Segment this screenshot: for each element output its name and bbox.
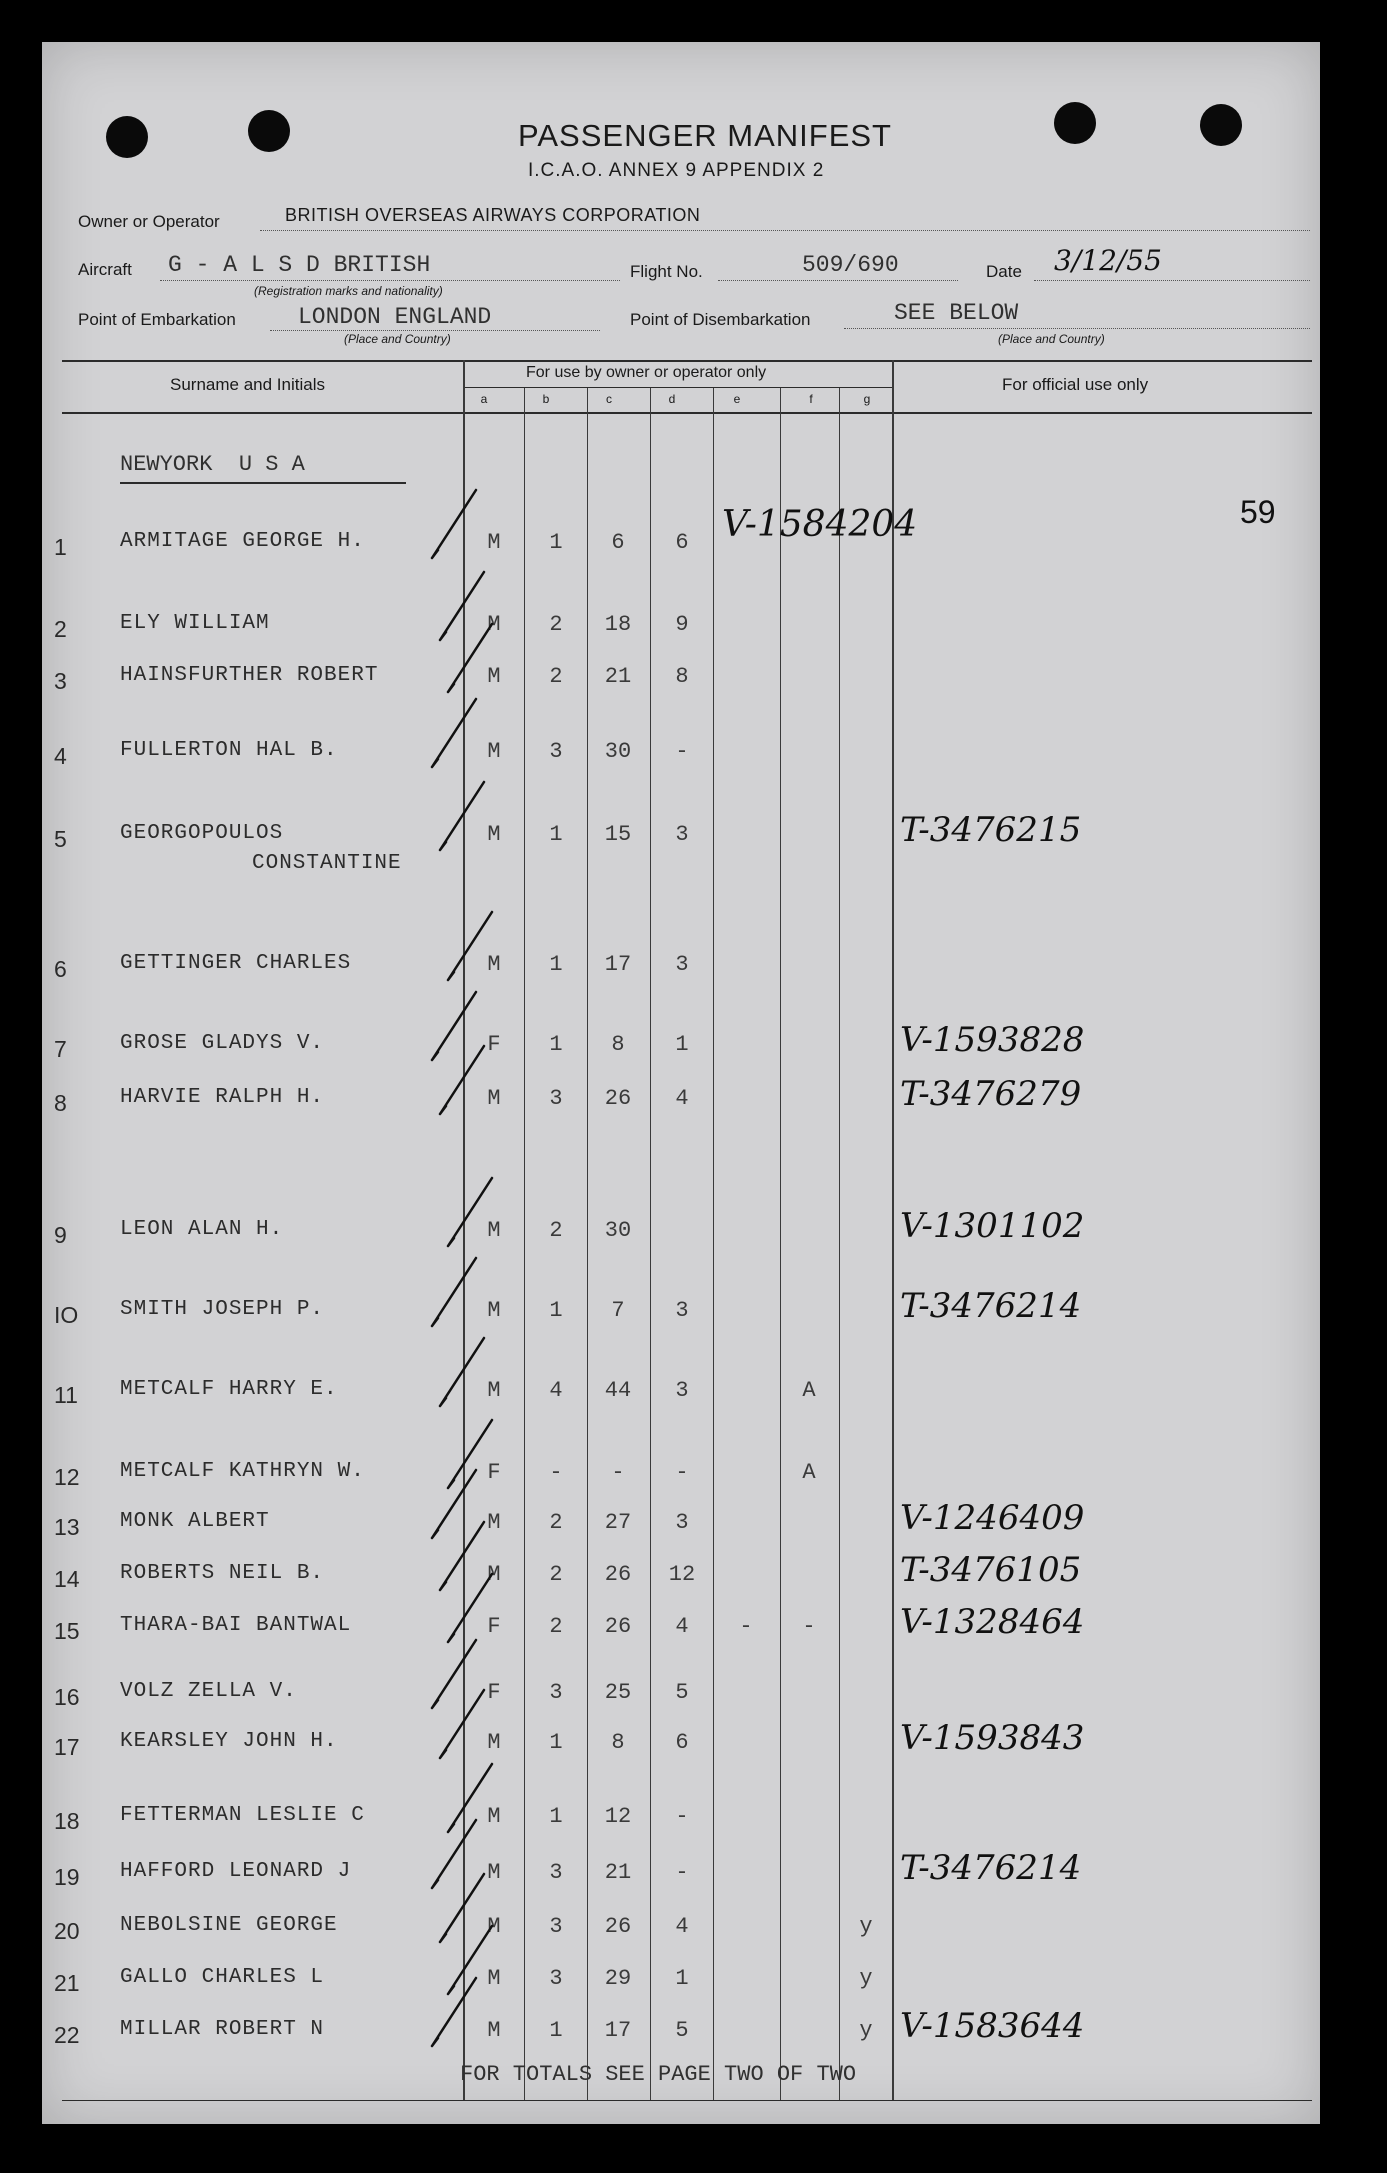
cell-a: M bbox=[487, 1218, 501, 1243]
official-entry: V-1583644 bbox=[900, 2006, 1085, 2046]
row-number: 11 bbox=[54, 1382, 78, 1408]
cell-a: F bbox=[487, 1614, 501, 1639]
cell-a: M bbox=[487, 1298, 501, 1323]
cell-d: 5 bbox=[675, 2018, 689, 2043]
official-entry: T-3476279 bbox=[900, 1074, 1082, 1114]
row-number: 13 bbox=[54, 1514, 80, 1540]
cell-c: 30 bbox=[604, 739, 632, 764]
row-number: 5 bbox=[54, 826, 67, 852]
cell-d: 4 bbox=[675, 1086, 689, 1111]
cell-d: 4 bbox=[675, 1614, 689, 1639]
cell-b: - bbox=[549, 1460, 563, 1485]
row1-official-annotation: V-1584204 bbox=[722, 504, 918, 545]
check-mark bbox=[448, 1764, 492, 1832]
cell-b: 3 bbox=[549, 1086, 563, 1111]
cell-d: 3 bbox=[675, 1510, 689, 1535]
destination-heading: NEWYORK U S A bbox=[120, 452, 305, 477]
row-number: 1 bbox=[54, 534, 67, 560]
cell-d: - bbox=[675, 1804, 689, 1829]
place-note-left: (Place and Country) bbox=[344, 332, 451, 346]
cell-g: y bbox=[859, 1914, 873, 1939]
row-number: 2 bbox=[54, 616, 67, 642]
cell-c: 25 bbox=[604, 1680, 632, 1705]
cell-d: - bbox=[675, 1860, 689, 1885]
passenger-name: METCALF HARRY E. bbox=[120, 1378, 338, 1401]
row-number: 22 bbox=[54, 2022, 80, 2048]
col-g: g bbox=[863, 392, 871, 406]
row-number: 18 bbox=[54, 1808, 80, 1834]
cell-a: M bbox=[487, 1086, 501, 1111]
cell-a: M bbox=[487, 1966, 501, 1991]
cell-c: 12 bbox=[604, 1804, 632, 1829]
col-a: a bbox=[480, 392, 488, 406]
flight-label: Flight No. bbox=[630, 262, 703, 281]
cell-c: 17 bbox=[604, 952, 632, 977]
cell-c: 21 bbox=[604, 1860, 632, 1885]
date-label: Date bbox=[986, 262, 1022, 281]
cell-b: 1 bbox=[549, 530, 563, 555]
row-number: 3 bbox=[54, 668, 67, 694]
aircraft-value: G - A L S D BRITISH bbox=[168, 252, 431, 278]
cell-a: F bbox=[487, 1032, 501, 1057]
cell-c: 8 bbox=[611, 1730, 625, 1755]
cell-c: 26 bbox=[604, 1614, 632, 1639]
cell-d: - bbox=[675, 1460, 689, 1485]
check-mark bbox=[440, 1874, 484, 1942]
official-entry: T-3476215 bbox=[900, 810, 1082, 850]
cell-a: M bbox=[487, 822, 501, 847]
cell-b: 1 bbox=[549, 2018, 563, 2043]
row-number: 14 bbox=[54, 1566, 80, 1592]
cell-a: M bbox=[487, 1914, 501, 1939]
cell-d: 12 bbox=[668, 1562, 696, 1587]
col-header-surname: Surname and Initials bbox=[170, 375, 325, 394]
passenger-name: NEBOLSINE GEORGE bbox=[120, 1914, 338, 1937]
place-note-right: (Place and Country) bbox=[998, 332, 1105, 346]
row-number: 16 bbox=[54, 1684, 80, 1710]
aircraft-label: Aircraft bbox=[78, 260, 132, 279]
cell-b: 3 bbox=[549, 1860, 563, 1885]
cell-c: 7 bbox=[611, 1298, 625, 1323]
official-entry: V-1301102 bbox=[900, 1206, 1085, 1246]
cell-c: 44 bbox=[604, 1378, 632, 1403]
passenger-name: MONK ALBERT bbox=[120, 1510, 270, 1533]
cell-e: - bbox=[739, 1614, 753, 1639]
passenger-name: MILLAR ROBERT N bbox=[120, 2018, 325, 2041]
passenger-name: HAFFORD LEONARD J bbox=[120, 1860, 352, 1883]
passenger-name: ELY WILLIAM bbox=[120, 612, 270, 635]
cell-f: A bbox=[802, 1460, 816, 1485]
cell-d: 8 bbox=[675, 664, 689, 689]
check-mark bbox=[448, 912, 492, 980]
cell-c: 8 bbox=[611, 1032, 625, 1057]
cell-b: 1 bbox=[549, 1804, 563, 1829]
cell-a: M bbox=[487, 739, 501, 764]
passenger-name: VOLZ ZELLA V. bbox=[120, 1680, 297, 1703]
passenger-name: GEORGOPOULOS bbox=[120, 822, 284, 845]
passenger-name-line2: CONSTANTINE bbox=[252, 852, 402, 875]
row-number: IO bbox=[54, 1302, 79, 1328]
passenger-name: ARMITAGE GEORGE H. bbox=[120, 530, 365, 553]
passenger-name: GROSE GLADYS V. bbox=[120, 1032, 325, 1055]
cell-d: 4 bbox=[675, 1914, 689, 1939]
tick-marks bbox=[42, 42, 1320, 2124]
check-mark bbox=[432, 1978, 476, 2046]
cell-b: 2 bbox=[549, 664, 563, 689]
check-mark bbox=[432, 992, 476, 1060]
official-entry: T-3476214 bbox=[900, 1286, 1082, 1326]
cell-c: 18 bbox=[604, 612, 632, 637]
cell-f: - bbox=[802, 1614, 816, 1639]
row-number: 17 bbox=[54, 1734, 80, 1760]
cell-d: 1 bbox=[675, 1032, 689, 1057]
cell-b: 2 bbox=[549, 1510, 563, 1535]
cell-d: 3 bbox=[675, 1298, 689, 1323]
check-mark bbox=[432, 699, 476, 767]
row-number: 8 bbox=[54, 1090, 67, 1116]
check-mark bbox=[432, 1820, 476, 1888]
cell-b: 1 bbox=[549, 822, 563, 847]
check-mark bbox=[432, 490, 476, 558]
check-mark bbox=[440, 1338, 484, 1406]
cell-d: 3 bbox=[675, 1378, 689, 1403]
row-number: 4 bbox=[54, 743, 67, 769]
manifest-document bbox=[42, 42, 1320, 2124]
col-c: c bbox=[606, 392, 612, 406]
cell-b: 3 bbox=[549, 1966, 563, 1991]
registration-note: (Registration marks and nationality) bbox=[254, 284, 443, 298]
cell-c: 21 bbox=[604, 664, 632, 689]
footer-totals-note: FOR TOTALS SEE PAGE TWO OF TWO bbox=[460, 2062, 857, 2087]
col-b: b bbox=[542, 392, 550, 406]
check-mark bbox=[448, 1926, 492, 1994]
cell-f: A bbox=[802, 1378, 816, 1403]
passenger-name: LEON ALAN H. bbox=[120, 1218, 284, 1241]
official-entry: V-1593828 bbox=[900, 1020, 1085, 1060]
cell-b: 3 bbox=[549, 739, 563, 764]
passenger-name: KEARSLEY JOHN H. bbox=[120, 1730, 338, 1753]
cell-a: M bbox=[487, 1562, 501, 1587]
check-mark bbox=[440, 1522, 484, 1590]
disembarkation-value: SEE BELOW bbox=[894, 300, 1019, 326]
cell-d: 6 bbox=[675, 530, 689, 555]
embarkation-label: Point of Embarkation bbox=[78, 310, 236, 329]
row-number: 20 bbox=[54, 1918, 80, 1944]
cell-b: 2 bbox=[549, 1218, 563, 1243]
official-entry: T-3476105 bbox=[900, 1550, 1082, 1590]
date-value: 3/12/55 bbox=[1054, 244, 1162, 277]
official-entry: V-1593843 bbox=[900, 1718, 1085, 1758]
disembarkation-label: Point of Disembarkation bbox=[630, 310, 811, 329]
cell-a: F bbox=[487, 1460, 501, 1485]
passenger-name: HARVIE RALPH H. bbox=[120, 1086, 325, 1109]
check-mark bbox=[440, 572, 484, 640]
check-mark bbox=[448, 1178, 492, 1246]
row-number: 15 bbox=[54, 1618, 80, 1644]
cell-d: 9 bbox=[675, 612, 689, 637]
cell-b: 3 bbox=[549, 1914, 563, 1939]
cell-c: 17 bbox=[604, 2018, 632, 2043]
cell-c: - bbox=[611, 1460, 625, 1485]
cell-c: 26 bbox=[604, 1914, 632, 1939]
cell-c: 26 bbox=[604, 1086, 632, 1111]
cell-a: M bbox=[487, 1378, 501, 1403]
check-mark bbox=[432, 1640, 476, 1708]
cell-b: 2 bbox=[549, 612, 563, 637]
row-number: 21 bbox=[54, 1970, 80, 1996]
row-number: 19 bbox=[54, 1864, 80, 1890]
passenger-name: FETTERMAN LESLIE C bbox=[120, 1804, 365, 1827]
col-header-owner-use: For use by owner or operator only bbox=[526, 364, 767, 381]
manifest-title: PASSENGER MANIFEST bbox=[518, 118, 892, 153]
check-mark bbox=[440, 782, 484, 850]
cell-a: M bbox=[487, 952, 501, 977]
cell-d: 3 bbox=[675, 822, 689, 847]
manifest-subtitle: I.C.A.O. ANNEX 9 APPENDIX 2 bbox=[528, 160, 825, 181]
check-mark bbox=[432, 1258, 476, 1326]
col-f: f bbox=[809, 392, 813, 406]
col-d: d bbox=[668, 392, 676, 406]
owner-value: BRITISH OVERSEAS AIRWAYS CORPORATION bbox=[285, 205, 701, 225]
cell-c: 27 bbox=[604, 1510, 632, 1535]
col-header-official: For official use only bbox=[1002, 375, 1149, 394]
cell-b: 1 bbox=[549, 1032, 563, 1057]
embarkation-value: LONDON ENGLAND bbox=[298, 304, 492, 330]
cell-c: 26 bbox=[604, 1562, 632, 1587]
row-number: 7 bbox=[54, 1036, 67, 1062]
cell-b: 1 bbox=[549, 952, 563, 977]
cell-g: y bbox=[859, 1966, 873, 1991]
cell-a: M bbox=[487, 1860, 501, 1885]
passenger-name: FULLERTON HAL B. bbox=[120, 739, 338, 762]
cell-a: M bbox=[487, 1730, 501, 1755]
passenger-name: SMITH JOSEPH P. bbox=[120, 1298, 325, 1321]
row-number: 12 bbox=[54, 1464, 80, 1490]
cell-b: 2 bbox=[549, 1562, 563, 1587]
cell-b: 3 bbox=[549, 1680, 563, 1705]
cell-c: 29 bbox=[604, 1966, 632, 1991]
cell-c: 6 bbox=[611, 530, 625, 555]
cell-a: M bbox=[487, 1510, 501, 1535]
official-entry: V-1246409 bbox=[900, 1498, 1085, 1538]
row-number: 9 bbox=[54, 1222, 67, 1248]
cell-d: 5 bbox=[675, 1680, 689, 1705]
page-count: 59 bbox=[1240, 494, 1276, 530]
passenger-name: GALLO CHARLES L bbox=[120, 1966, 325, 1989]
owner-label: Owner or Operator bbox=[78, 212, 220, 231]
cell-a: M bbox=[487, 2018, 501, 2043]
cell-a: M bbox=[487, 664, 501, 689]
check-mark bbox=[448, 624, 492, 692]
check-mark bbox=[448, 1574, 492, 1642]
passenger-name: HAINSFURTHER ROBERT bbox=[120, 664, 379, 687]
cell-d: 3 bbox=[675, 952, 689, 977]
official-entry: V-1328464 bbox=[900, 1602, 1085, 1642]
cell-b: 2 bbox=[549, 1614, 563, 1639]
cell-a: M bbox=[487, 1804, 501, 1829]
passenger-name: GETTINGER CHARLES bbox=[120, 952, 352, 975]
check-mark bbox=[440, 1046, 484, 1114]
col-e: e bbox=[733, 392, 741, 406]
cell-c: 15 bbox=[604, 822, 632, 847]
cell-b: 1 bbox=[549, 1298, 563, 1323]
flight-value: 509/690 bbox=[802, 252, 899, 278]
cell-g: y bbox=[859, 2018, 873, 2043]
cell-b: 4 bbox=[549, 1378, 563, 1403]
cell-a: F bbox=[487, 1680, 501, 1705]
passenger-name: METCALF KATHRYN W. bbox=[120, 1460, 365, 1483]
cell-a: M bbox=[487, 612, 501, 637]
official-entry: T-3476214 bbox=[900, 1848, 1082, 1888]
passenger-name: THARA-BAI BANTWAL bbox=[120, 1614, 352, 1637]
passenger-name: ROBERTS NEIL B. bbox=[120, 1562, 325, 1585]
cell-c: 30 bbox=[604, 1218, 632, 1243]
cell-b: 1 bbox=[549, 1730, 563, 1755]
row-number: 6 bbox=[54, 956, 67, 982]
cell-a: M bbox=[487, 530, 501, 555]
cell-d: 1 bbox=[675, 1966, 689, 1991]
check-mark bbox=[440, 1690, 484, 1758]
cell-d: 6 bbox=[675, 1730, 689, 1755]
cell-d: - bbox=[675, 739, 689, 764]
